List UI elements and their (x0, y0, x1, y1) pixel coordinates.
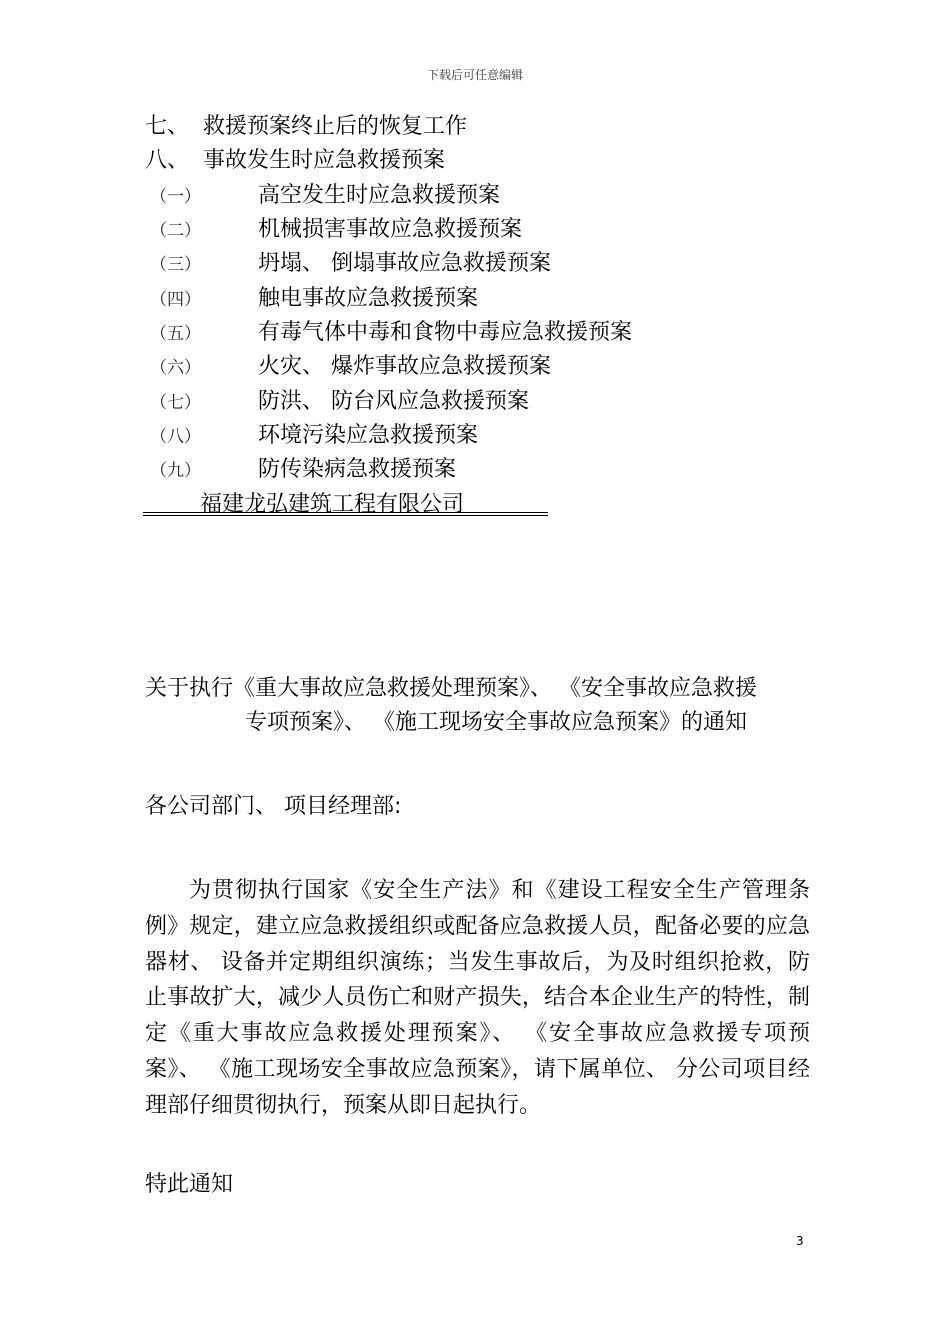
page-number: 3 (796, 1234, 804, 1248)
divider-line (143, 515, 548, 516)
salutation: 各公司部门、 项目经理部: (145, 794, 402, 819)
notice-title-line-2: 专项预案》、 《施工现场安全事故应急预案》的通知 (245, 710, 747, 735)
sub-item (150, 181, 500, 212)
divider-line (143, 512, 548, 513)
toc-text: 事故发生时应急救援预案 (203, 148, 446, 173)
sub-number: （八） (150, 427, 201, 447)
sub-item (150, 352, 551, 383)
closing-text: 特此通知 (145, 1172, 234, 1197)
sub-number: （一） (150, 187, 201, 207)
sub-number: （五） (150, 324, 201, 344)
toc-number: 八、 (145, 148, 190, 173)
sub-text: 防传染病急救援预案 (258, 457, 457, 482)
toc-number: 七、 (145, 114, 190, 139)
sub-text: 机械损害事故应急救援预案 (258, 217, 523, 242)
sub-text: 坍塌、 倒塌事故应急救援预案 (258, 251, 551, 276)
sub-number: （四） (150, 290, 201, 310)
sub-text: 高空发生时应急救援预案 (258, 183, 501, 208)
company-name: 福建龙弘建筑工程有限公司 (200, 492, 465, 517)
sub-item (150, 455, 456, 486)
sub-item (150, 387, 529, 418)
sub-text: 火灾、 爆炸事故应急救援预案 (258, 354, 551, 379)
sub-text: 有毒气体中毒和食物中毒应急救援预案 (258, 320, 633, 345)
sub-number: （七） (150, 393, 201, 413)
toc-text: 救援预案终止后的恢复工作 (203, 114, 468, 139)
sub-number: （三） (150, 255, 201, 275)
sub-text: 触电事故应急救援预案 (258, 286, 479, 311)
sub-item (150, 249, 551, 280)
sub-text: 环境污染应急救援预案 (258, 423, 479, 448)
notice-title (145, 672, 810, 740)
sub-text: 防洪、 防台风应急救援预案 (258, 389, 529, 414)
sub-item (150, 215, 522, 246)
notice-title-line-1: 关于执行《重大事故应急救援处理预案》、 《安全事故应急救援 (145, 676, 757, 701)
sub-item (150, 318, 632, 349)
sub-number: （二） (150, 221, 201, 241)
notice-body: 为贯彻执行国家《安全生产法》和《建设工程安全生产管理条例》规定，建立应急救援组织或配备应急救援人员，配备必要的应急器材、 设备并定期组织演练；当发生事故后，为及时组织抢救，防止事故扩大，减少人员伤亡和财产损失，结合本企业生产的特性，制定《重大事故应急救援处理预案》、 《安全事故应急救援专项预案》、 《施工现场安全事故应急预案》，请下属单位、 分公司项目经理部仔细贯彻执行，预案从即日起执行。 (145, 878, 810, 1118)
sub-item (150, 421, 478, 452)
sub-number: （九） (150, 461, 201, 481)
toc-item-7 (145, 112, 467, 142)
sub-number: （六） (150, 358, 201, 378)
sub-item (150, 284, 478, 315)
page-header: 下载后可任意编辑 (426, 68, 523, 82)
toc-item-8 (145, 146, 445, 176)
